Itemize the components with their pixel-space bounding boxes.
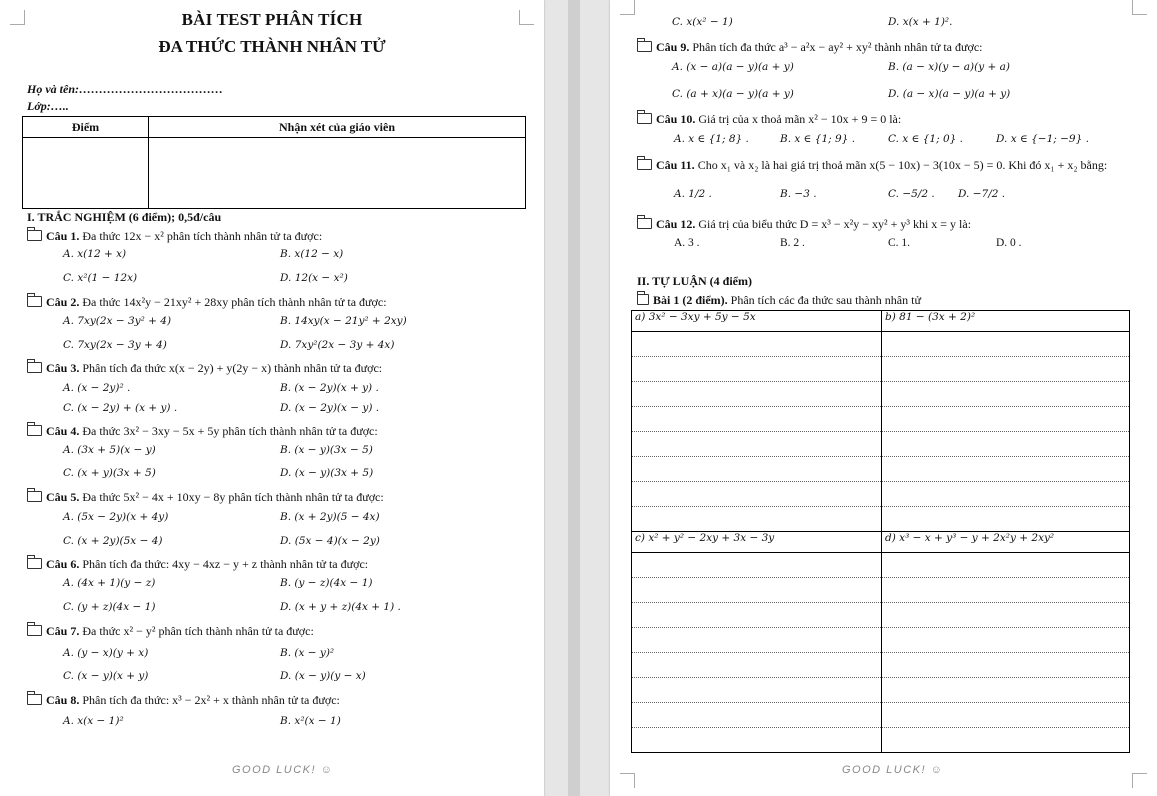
answer-line[interactable] bbox=[882, 507, 1130, 532]
q12-option-c[interactable]: C. 1. bbox=[888, 237, 911, 249]
q9-option-a[interactable]: A. (x − a)(a − y)(a + y) bbox=[672, 61, 794, 73]
q8-option-b[interactable]: B. x²(x − 1) bbox=[280, 715, 341, 727]
answer-line[interactable] bbox=[882, 653, 1130, 678]
q5-option-d[interactable]: D. (5x − 4)(x − 2y) bbox=[280, 535, 380, 547]
q12-option-d[interactable]: D. 0 . bbox=[996, 237, 1022, 249]
q2-option-b[interactable]: B. 14xy(x − 21y² + 2xy) bbox=[280, 315, 407, 327]
book-icon bbox=[637, 294, 649, 305]
q11-option-d[interactable]: D. −7/2 . bbox=[958, 188, 1006, 200]
question-4: Câu 4. Đa thức 3x² − 3xy − 5x + 5y phân tích thành nhân tử ta được: bbox=[27, 424, 378, 439]
margin-mark bbox=[620, 773, 635, 788]
footer-text: GOOD LUCK! ☺ bbox=[232, 764, 334, 776]
comment-header: Nhận xét của giáo viên bbox=[149, 117, 526, 138]
question-10: Câu 10. Giá trị của x thoả mãn x² − 10x + 9 = 0 là: bbox=[637, 112, 901, 127]
q12-option-b[interactable]: B. 2 . bbox=[780, 237, 805, 249]
question-11: Câu 11. Cho x₁ và x₂ là hai giá trị thoả mãn x(5 − 10x) − 3(10x − 5) = 0. Khi đó x₁ + x₂ bằng: bbox=[637, 158, 1107, 173]
q9-option-d[interactable]: D. (a − x)(a − y)(a + y) bbox=[888, 88, 1011, 100]
q3-option-d[interactable]: D. (x − 2y)(x − y) . bbox=[280, 402, 380, 414]
q11-option-a[interactable]: A. 1/2 . bbox=[674, 188, 712, 200]
score-cell[interactable] bbox=[23, 138, 149, 209]
answer-line[interactable] bbox=[882, 678, 1130, 703]
q11-option-b[interactable]: B. −3 . bbox=[780, 188, 817, 200]
section-essay: II. TỰ LUẬN (4 điểm) bbox=[637, 274, 753, 288]
answer-line[interactable] bbox=[882, 628, 1130, 653]
q4-option-c[interactable]: C. (x + y)(3x + 5) bbox=[63, 467, 156, 479]
question-5: Câu 5. Đa thức 5x² − 4x + 10xy − 8y phân tích thành nhân tử ta được: bbox=[27, 490, 384, 505]
answer-line[interactable] bbox=[632, 482, 882, 507]
question-12: Câu 12. Giá trị của biểu thức D = x³ − x²y − xy² + y³ khi x = y là: bbox=[637, 217, 971, 232]
answer-line[interactable] bbox=[632, 357, 882, 382]
q4-option-d[interactable]: D. (x − y)(3x + 5) bbox=[280, 467, 374, 479]
q7-option-b[interactable]: B. (x − y)² bbox=[280, 647, 335, 659]
doc-title-line2: ĐA THỨC THÀNH NHÂN TỬ bbox=[158, 37, 386, 56]
q12-option-a[interactable]: A. 3 . bbox=[674, 237, 700, 249]
q5-option-c[interactable]: C. (x + 2y)(5x − 4) bbox=[63, 535, 163, 547]
answer-line[interactable] bbox=[882, 432, 1130, 457]
answer-line[interactable] bbox=[632, 653, 882, 678]
q3-option-a[interactable]: A. (x − 2y)² . bbox=[63, 382, 131, 394]
q5-option-a[interactable]: A. (5x − 2y)(x + 4y) bbox=[63, 511, 169, 523]
answer-line[interactable] bbox=[632, 603, 882, 628]
essay-part-a: a) 3x² − 3xy + 5y − 5x bbox=[632, 311, 882, 332]
q8-option-c[interactable]: C. x(x² − 1) bbox=[672, 16, 733, 28]
answer-line[interactable] bbox=[882, 332, 1130, 357]
grade-table bbox=[22, 116, 526, 209]
q7-option-c[interactable]: C. (x − y)(x + y) bbox=[63, 670, 149, 682]
answer-line[interactable] bbox=[632, 332, 882, 357]
q10-option-d[interactable]: D. x ∈ {−1; −9} . bbox=[996, 133, 1089, 145]
question-9: Câu 9. Phân tích đa thức a³ − a²x − ay² + xy² thành nhân tử ta được: bbox=[637, 40, 983, 55]
q3-option-c[interactable]: C. (x − 2y) + (x + y) . bbox=[63, 402, 178, 414]
question-6: Câu 6. Phân tích đa thức: 4xy − 4xz − y + z thành nhân tử ta được: bbox=[27, 557, 368, 572]
answer-line[interactable] bbox=[632, 457, 882, 482]
page-gap bbox=[568, 0, 580, 796]
q10-option-b[interactable]: B. x ∈ {1; 9} . bbox=[780, 133, 856, 145]
folder-icon bbox=[637, 113, 652, 124]
q5-option-b[interactable]: B. (x + 2y)(5 − 4x) bbox=[280, 511, 380, 523]
essay-part-b: b) 81 − (3x + 2)² bbox=[882, 311, 1130, 332]
answer-line[interactable] bbox=[632, 553, 882, 578]
score-header: Điểm bbox=[23, 117, 149, 138]
answer-line[interactable] bbox=[882, 703, 1130, 728]
section-multiple-choice: I. TRẮC NGHIỆM (6 điểm); 0,5đ/câu bbox=[27, 210, 222, 224]
folder-icon bbox=[637, 218, 652, 229]
class-field[interactable]: Lớp:….. bbox=[27, 99, 69, 113]
question-7: Câu 7. Đa thức x² − y² phân tích thành nhân tử ta được: bbox=[27, 624, 314, 639]
answer-line[interactable] bbox=[882, 457, 1130, 482]
q11-option-c[interactable]: C. −5/2 . bbox=[888, 188, 935, 200]
q2-option-c[interactable]: C. 7xy(2x − 3y + 4) bbox=[63, 339, 167, 351]
q7-option-d[interactable]: D. (x − y)(y − x) bbox=[280, 670, 366, 682]
question-1: Câu 1. Đa thức 12x − x² phân tích thành nhân tử ta được: bbox=[27, 229, 322, 244]
answer-line[interactable] bbox=[632, 678, 882, 703]
q9-option-c[interactable]: C. (a + x)(a − y)(a + y) bbox=[672, 88, 794, 100]
question-8: Câu 8. Phân tích đa thức: x³ − 2x² + x thành nhân tử ta được: bbox=[27, 693, 340, 708]
q9-option-b[interactable]: B. (a − x)(y − a)(y + a) bbox=[888, 61, 1010, 73]
answer-line[interactable] bbox=[882, 603, 1130, 628]
answer-line[interactable] bbox=[882, 407, 1130, 432]
q6-option-b[interactable]: B. (y − z)(4x − 1) bbox=[280, 577, 373, 589]
essay-question-1: Bài 1 (2 điểm). Phân tích các đa thức sau thành nhân tử bbox=[637, 293, 921, 308]
answer-line[interactable] bbox=[632, 407, 882, 432]
answer-line[interactable] bbox=[632, 382, 882, 407]
q4-option-b[interactable]: B. (x − y)(3x − 5) bbox=[280, 444, 373, 456]
comment-cell[interactable] bbox=[149, 138, 526, 209]
question-2: Câu 2. Đa thức 14x²y − 21xy² + 28xy phân tích thành nhân tử ta được: bbox=[27, 295, 387, 310]
essay-answer-table bbox=[631, 310, 1130, 753]
answer-line[interactable] bbox=[632, 578, 882, 603]
answer-line[interactable] bbox=[882, 382, 1130, 407]
margin-mark bbox=[620, 0, 635, 15]
answer-line[interactable] bbox=[882, 357, 1130, 382]
q10-option-c[interactable]: C. x ∈ {1; 0} . bbox=[888, 133, 963, 145]
folder-icon bbox=[27, 694, 42, 705]
folder-icon bbox=[27, 362, 42, 373]
answer-line[interactable] bbox=[632, 703, 882, 728]
folder-icon bbox=[637, 159, 652, 170]
q1-option-b[interactable]: B. x(12 − x) bbox=[280, 248, 344, 260]
q10-option-a[interactable]: A. x ∈ {1; 8} . bbox=[674, 133, 749, 145]
answer-line[interactable] bbox=[882, 578, 1130, 603]
folder-icon bbox=[27, 625, 42, 636]
answer-line[interactable] bbox=[882, 728, 1130, 753]
q4-option-a[interactable]: A. (3x + 5)(x − y) bbox=[63, 444, 156, 456]
folder-icon bbox=[27, 491, 42, 502]
q8-option-d[interactable]: D. x(x + 1)². bbox=[888, 16, 953, 28]
footer-text: GOOD LUCK! ☺ bbox=[842, 764, 944, 776]
q3-option-b[interactable]: B. (x − 2y)(x + y) . bbox=[280, 382, 379, 394]
folder-icon bbox=[27, 296, 42, 307]
q6-option-c[interactable]: C. (y + z)(4x − 1) bbox=[63, 601, 156, 613]
q1-option-a[interactable]: A. x(12 + x) bbox=[63, 248, 127, 260]
q7-option-a[interactable]: A. (y − x)(y + x) bbox=[63, 647, 149, 659]
question-3: Câu 3. Phân tích đa thức x(x − 2y) + y(2y − x) thành nhân tử ta được: bbox=[27, 361, 382, 376]
answer-line[interactable] bbox=[632, 507, 882, 532]
answer-line[interactable] bbox=[882, 553, 1130, 578]
q1-option-d[interactable]: D. 12(x − x²) bbox=[280, 272, 348, 284]
q6-option-d[interactable]: D. (x + y + z)(4x + 1) . bbox=[280, 601, 401, 613]
answer-line[interactable] bbox=[632, 432, 882, 457]
q6-option-a[interactable]: A. (4x + 1)(y − z) bbox=[63, 577, 156, 589]
document-page-1 bbox=[0, 0, 544, 796]
q2-option-d[interactable]: D. 7xy²(2x − 3y + 4x) bbox=[280, 339, 395, 351]
margin-mark bbox=[1132, 773, 1147, 788]
folder-icon bbox=[637, 41, 652, 52]
q8-option-a[interactable]: A. x(x − 1)² bbox=[63, 715, 124, 727]
answer-line[interactable] bbox=[632, 728, 882, 753]
name-field[interactable]: Họ và tên:……………………………… bbox=[27, 82, 223, 96]
doc-title-line1: BÀI TEST PHÂN TÍCH bbox=[181, 10, 363, 29]
essay-part-c: c) x² + y² − 2xy + 3x − 3y bbox=[632, 532, 882, 553]
q1-option-c[interactable]: C. x²(1 − 12x) bbox=[63, 272, 138, 284]
essay-part-d: d) x³ − x + y³ − y + 2x²y + 2xy² bbox=[882, 532, 1130, 553]
margin-mark bbox=[1132, 0, 1147, 15]
folder-icon bbox=[27, 425, 42, 436]
folder-icon bbox=[27, 558, 42, 569]
answer-line[interactable] bbox=[882, 482, 1130, 507]
answer-line[interactable] bbox=[632, 628, 882, 653]
folder-icon bbox=[27, 230, 42, 241]
q2-option-a[interactable]: A. 7xy(2x − 3y² + 4) bbox=[63, 315, 172, 327]
